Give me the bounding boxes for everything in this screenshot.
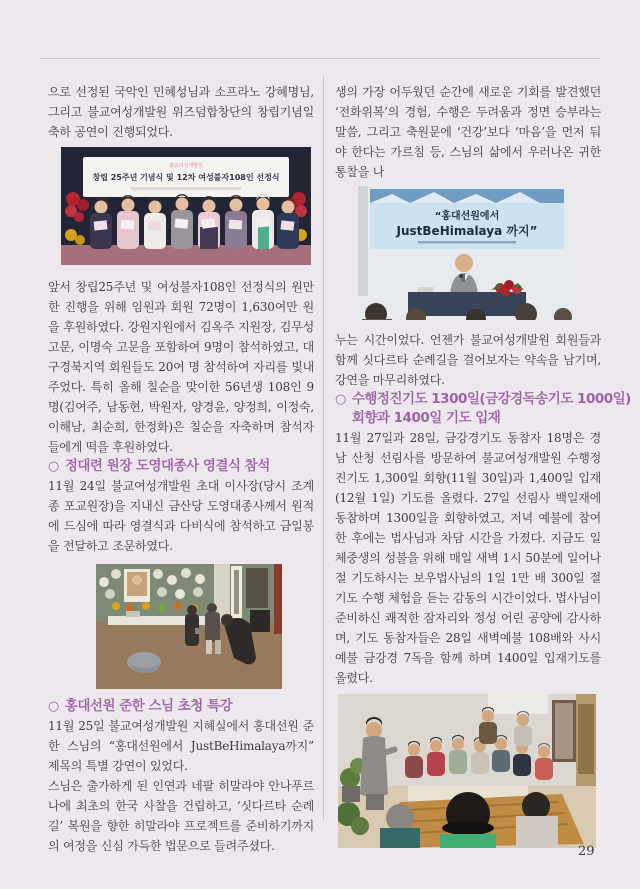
paragraph-anniversary-detail: 앞서 창립25주년 및 여성불자108인 선정식의 원만한 진행을 위해 임원과 회원 72명이 1,630여만 원을 후원하였다. 강원지원에서 김옥주 지원장, 김무성 고문, 이명숙 고문을 포함하여 9명이 참석하였고, 대구경북지역 회원들도 20여 명 참석하여 자리를 빛내주었다. 특히 올해 칠순을 맞이한 56년생 108인 9명(김여주, 남동현, 박원자, 양경윤, 양정희, 이정숙, 이해남, 최순희, 한정화)은 칠순을 자축하며 참석자들에게 떡을 후원하였다.	[48, 280, 314, 454]
banner-main-text: 창립 25주년 기념식 및 12차 여성불자108인 선정식	[92, 173, 280, 182]
photo-himalaya-lecture	[358, 186, 574, 320]
section-bullet-icon: ○	[335, 392, 346, 407]
memorial-portrait	[124, 569, 150, 602]
section-heading-funeral	[48, 457, 314, 476]
paragraph-lecture-insights: 생의 가장 어두웠던 순간에 새로운 기회를 발견했던 ‘전화위복’의 경험, 수행은 두려움과 정면 승부라는 말씀, 그리고 축원문에 ‘건강’보다 ‘마음’을 먼저 둬야 한다는 가르침 등, 스님의 삶에서 우러나온 귀한 통찰을 나	[335, 85, 601, 179]
column-divider-line	[323, 76, 324, 820]
section-title	[352, 390, 631, 428]
photo-anniversary-ceremony	[61, 147, 311, 265]
lecture-banner	[370, 189, 564, 249]
page-number: 29	[578, 844, 595, 859]
section-title-line2: 회향과 1400일 기도 입재	[351, 410, 501, 426]
banner-top-text: 불교여성개발원	[169, 163, 203, 169]
paragraph-prayer: 11월 27일과 28일, 금강경기도 동참자 18명은 경남 산청 선림사를 방문하여 불교여성개발원 수행정진기도 1,300일 회향(11월 30일)과 1,400일 입재(12월 1일) 기도를 올렸다. 27일 선림사 백일재에 동참하며 1300일을 회향하였고, 저녁 예불에 참여한 후에는 법사님과 차담 시간을 가졌다. 지금도 일체중생의 성불을 위해 매일 새벽 1시 50분에 일어나 절 기도하시는 보우법사님의 1일 1만 배 300일 절 기도 수행 체험을 듣는 감동의 시간이었다. 법사님이 준비하신 쾌적한 잠자리와 정성 어린 공양에 감사하며, 기도 동참자들은 28일 새벽예불 108배와 사시예불 금강경 7독을 함께 하며 1400일 입재기도를 올렸다.	[335, 431, 601, 685]
section-title-line1: 수행정진기도 1300일(금강경독송기도 1000일)	[351, 391, 631, 407]
paragraph-lecture-1: 11월 25일 불교여성개발원 지혜실에서 홍대선원 준한 스님의 “홍대선원에서 JustBeHimalaya까지” 제목의 특별 강연이 있었다.	[48, 719, 314, 773]
lecture-banner-line2: JustBeHimalaya 까지”	[396, 224, 538, 238]
photo-tea-gathering	[338, 694, 596, 848]
right-column	[335, 82, 631, 848]
section-heading-prayer	[335, 390, 631, 428]
section-bullet-icon: ○	[48, 459, 59, 474]
top-divider-line	[40, 58, 600, 59]
lecture-banner-line1: “홍대선원에서	[434, 211, 500, 222]
paragraph-anniversary-intro: 으로 선정된 국악인 민혜성님과 소프라노 강혜명님, 그리고 불교여성개발원 위즈덤합창단의 창립기념일 축하 공연이 진행되었다.	[48, 85, 314, 139]
paragraph-lecture-2: 스님은 출가하게 된 인연과 네팔 히말라야 안나푸르나에 최초의 한국 사찰을 건립하고, ‘싯다르타 순례길’ 복원을 향한 히말라야 프로젝트를 준비하기까지의 여정을 신심 가득한 법문으로 들려주셨다.	[48, 779, 314, 853]
paragraph-lecture-closing: 누는 시간이었다. 언젠가 불교여성개발원 회원들과 함께 싯다르타 순례길을 걸어보자는 약속을 남기며, 강연을 마무리하였다.	[335, 333, 601, 387]
left-column	[48, 82, 314, 856]
paragraph-funeral: 11월 24일 불교여성개발원 초대 이사장(당시 조계종 포교원장)을 지내신 금산당 도영대종사께서 원적에 드심에 따라 영결식과 다비식에 참석하고 금일봉을 전달하고 조문하였다.	[48, 479, 314, 553]
section-heading-lecture	[48, 697, 314, 716]
section-title: 홍대선원 준한 스님 초청 특강	[64, 698, 233, 714]
anniversary-banner	[83, 157, 289, 197]
section-title: 정대련 원장 도영대종사 영결식 참석	[64, 458, 270, 474]
speaker-table	[408, 292, 526, 316]
section-bullet-icon: ○	[48, 699, 59, 714]
photo-funeral-condolence	[96, 564, 282, 689]
